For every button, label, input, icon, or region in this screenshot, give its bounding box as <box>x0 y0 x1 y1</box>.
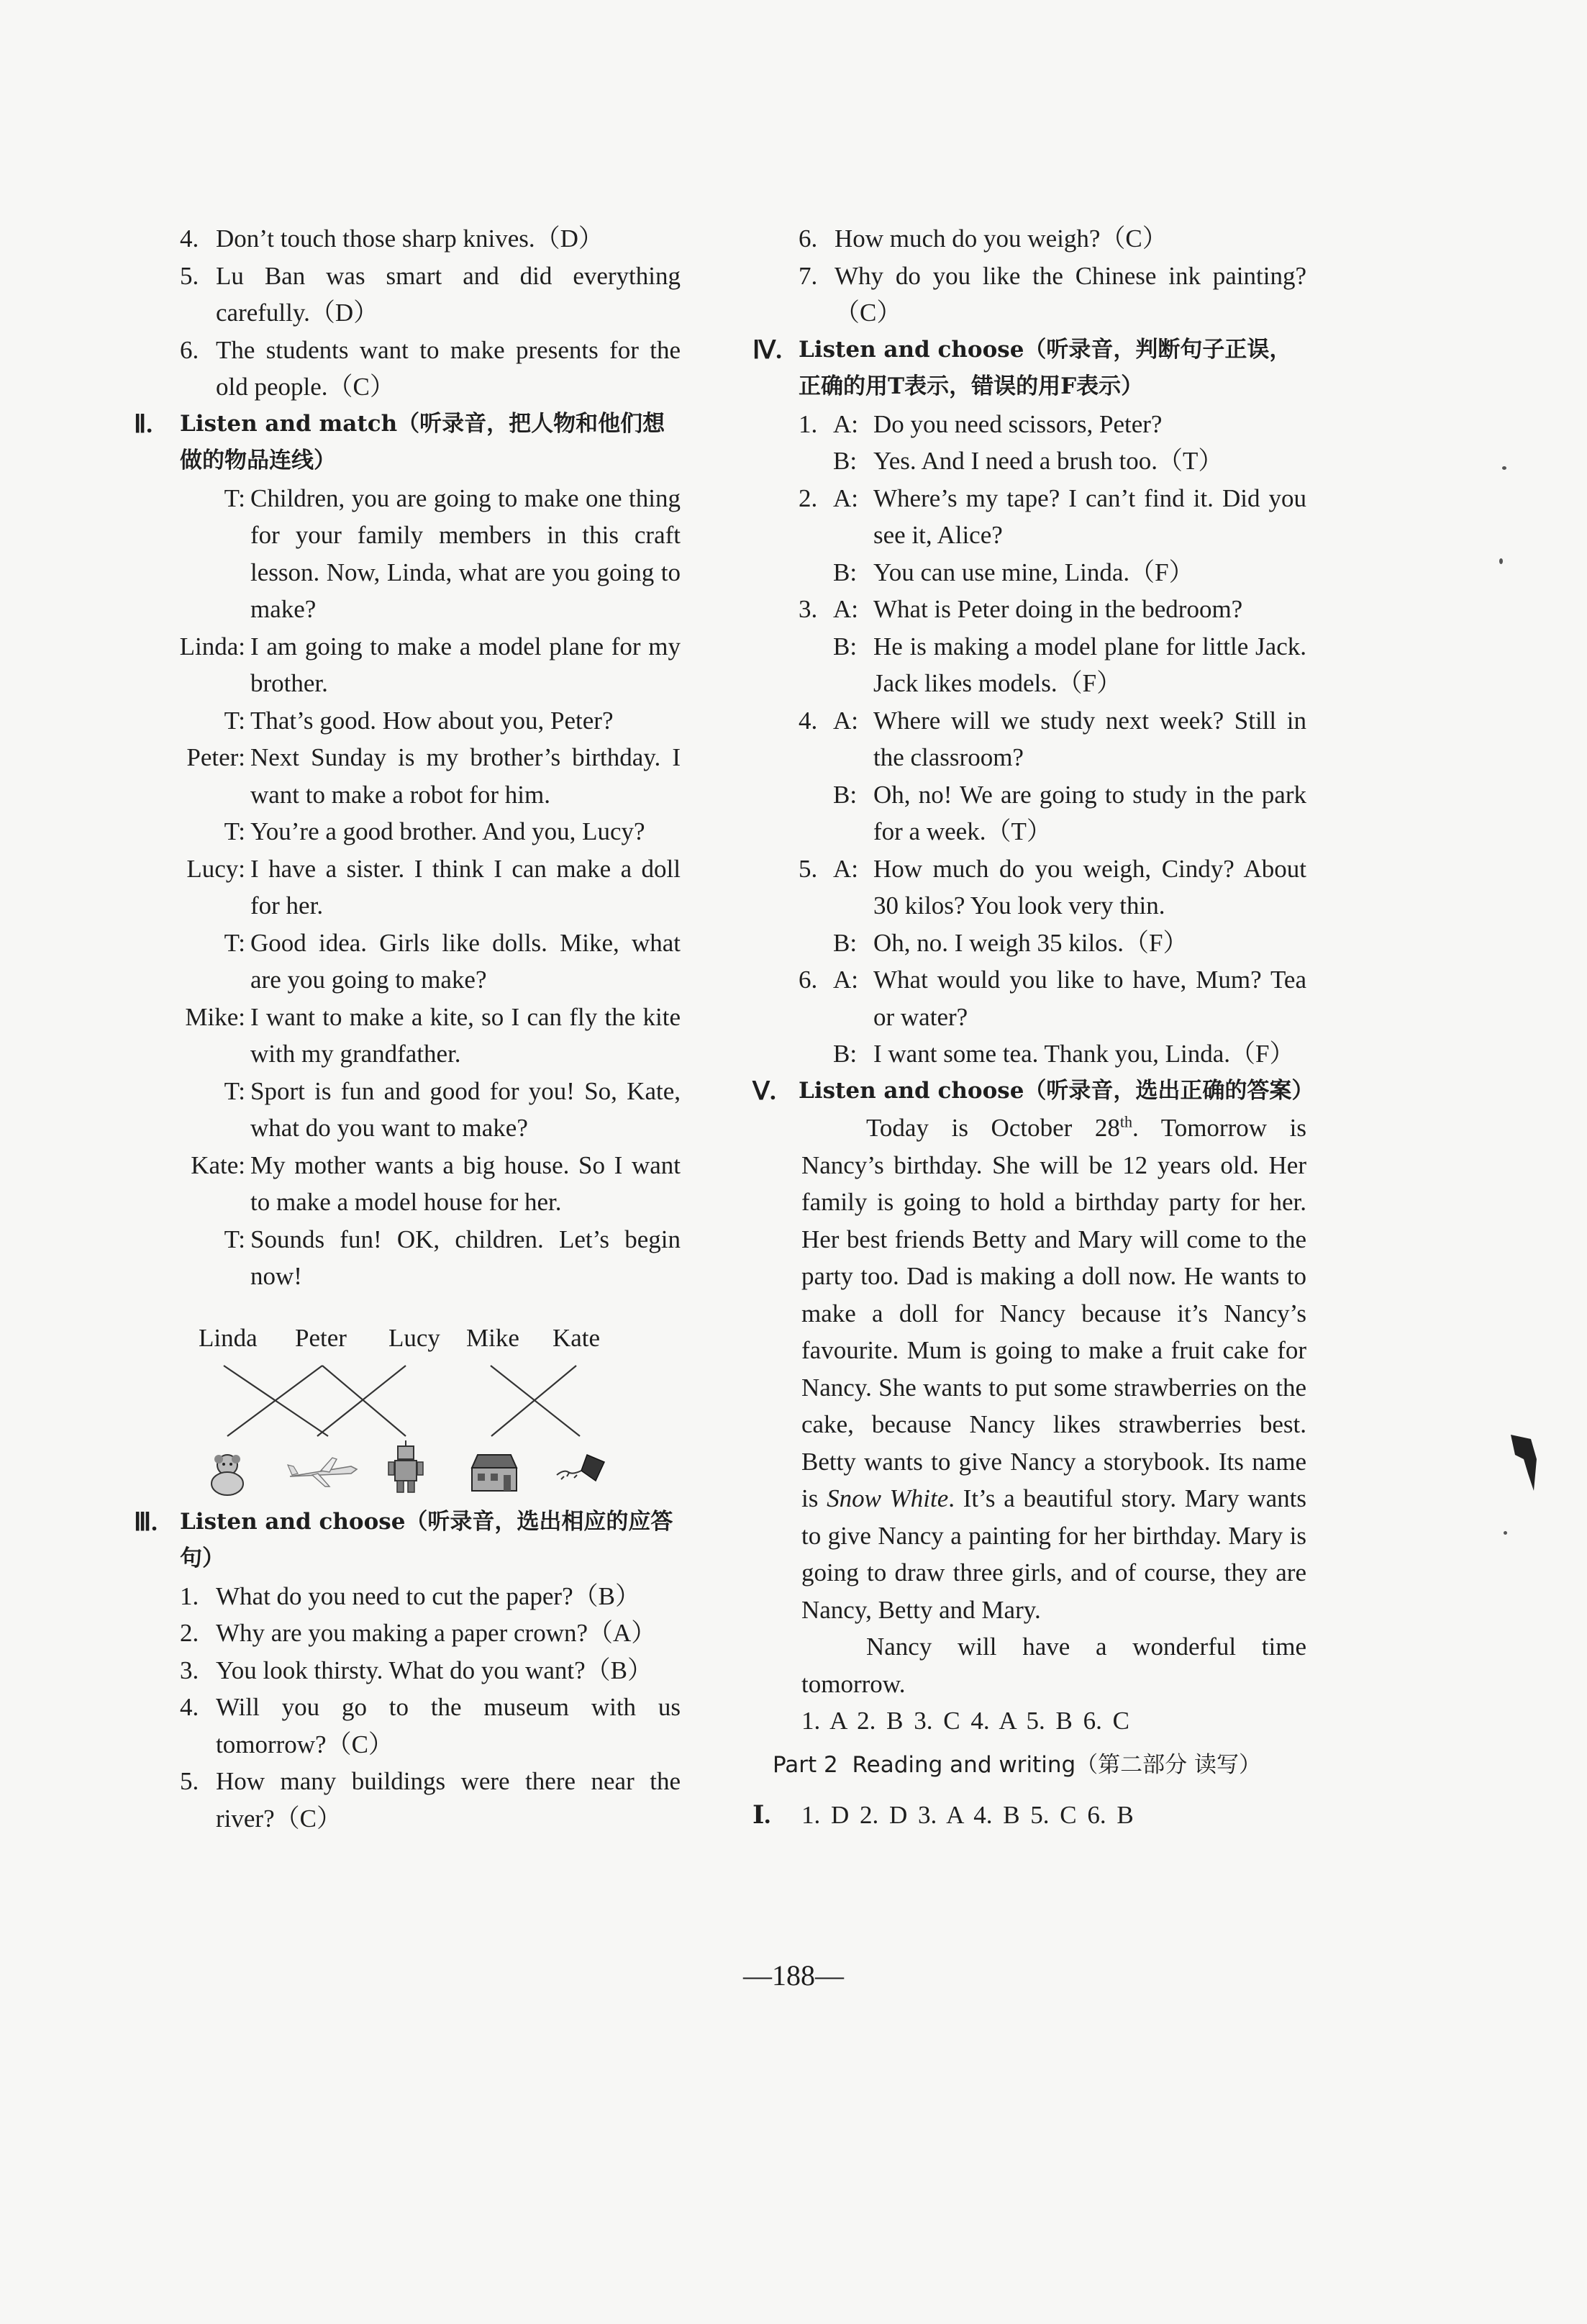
dialogue-line: T: Sport is fun and good for you! So, Kate, what do you want to make? <box>224 1076 681 1142</box>
dialogue-line: Linda: I am going to make a model plane for my brother. <box>179 632 681 697</box>
list-item: 7. Why do you like the Chinese ink painting?（C） <box>799 261 1306 327</box>
plane-icon <box>288 1458 357 1486</box>
section-heading: Ⅱ. Listen and match（听录音，把人物和他们想做的物品连线） <box>134 409 665 473</box>
dialogue-line: T: Sounds fun! OK, children. Let’s begin now! <box>224 1225 681 1290</box>
book-title: Snow White <box>827 1484 949 1512</box>
dialogue-line: Kate: My mother wants a big house. So I want to make a model house for her. <box>191 1150 681 1216</box>
qa-item: 2. A: Where’s my tape? I can’t find it. Did you see it, Alice? B: You can use mine, Linda.（F） <box>799 484 1306 586</box>
qa-item: 1. A: Do you need scissors, Peter? B: Yes. And I need a brush too.（T） <box>799 409 1224 475</box>
scan-speck <box>1502 466 1506 470</box>
dialogue-line: T: Children, you are going to make one thing for your family members in this craft lesson. Now, Linda, what are you going to make? <box>224 484 681 623</box>
scan-speck <box>1504 1531 1507 1535</box>
house-icon <box>472 1455 517 1491</box>
answer-line: Ⅰ. 1. D 2. D 3. A 4. B 5. C 6. B <box>752 1801 1134 1829</box>
list-item: 6. How much do you weigh?（C） <box>799 224 1168 253</box>
dialogue-line: T: You’re a good brother. And you, Lucy? <box>224 817 645 845</box>
passage-paragraph: Today is October 28th. Tomorrow is Nancy’s birthday. She will be 12 years old. Her family is going to hold a birthday party for her. Her best friends Betty and Mary will come to the party too. Dad is making a doll now. He wants to make a doll for Nancy because it’s Nancy’s favourite. Mum is going to make a fruit cake for Nancy. She wants to put some strawberries on the cake, because Nancy likes strawberries best. Betty wants to give Nancy a storybook. Its name is Snow White. It’s a beautiful story. Mary wants to give Nancy a painting for her birthday. Mary is going to draw three girls, and of course, they are Nancy, Betty and Mary. <box>801 1112 1306 1624</box>
qa-item: 6. A: What would you like to have, Mum? Tea or water? B: I want some tea. Thank you, Linda.（F） <box>799 966 1306 1068</box>
left-column <box>134 220 681 1837</box>
qa-item: 4. A: Where will we study next week? Still in the classroom? B: Oh, no! We are going to study in the park for a week.（T） <box>799 706 1306 845</box>
match-name-linda: Linda <box>199 1323 258 1352</box>
match-name-lucy: Lucy <box>388 1323 440 1352</box>
dialogue-line: Peter: Next Sunday is my brother’s birthday. I want to make a robot for him. <box>186 743 681 809</box>
scan-speck <box>1499 558 1503 564</box>
matching-diagram <box>134 1295 681 1504</box>
list-item: 4. Don’t touch those sharp knives.（D） <box>180 224 604 253</box>
passage-paragraph: Nancy will have a wonderful time <box>866 1633 1306 1661</box>
dialogue-line: Lucy: I have a sister. I think I can make a doll for her. <box>186 854 681 920</box>
qa-item: 5. A: How much do you weigh, Cindy? About 30 kilos? You look very thin. B: Oh, no. I weigh 35 kilos.（F） <box>799 854 1306 957</box>
match-name-peter: Peter <box>295 1323 347 1352</box>
part-heading: Part 2 Reading and writing（第二部分 读写） <box>773 1751 1262 1778</box>
dialogue-line: T: That’s good. How about you, Peter? <box>224 706 614 735</box>
dialogue-line: T: Good idea. Girls like dolls. Mike, what are you going to make? <box>224 928 681 994</box>
page-number: —188— <box>743 1959 844 1992</box>
doll-icon <box>212 1455 243 1495</box>
list-item: 6. The students want to make presents for the old people.（C） <box>180 335 681 401</box>
scan-mark <box>1506 1430 1550 1495</box>
match-name-kate: Kate <box>553 1323 601 1352</box>
list-item: 3. You look thirsty. What do you want?（B） <box>180 1656 652 1684</box>
list-item: 4. Will you go to the museum with us tomorrow?（C） <box>180 1693 681 1758</box>
list-item: 1. What do you need to cut the paper?（B） <box>180 1581 640 1610</box>
section-heading: Ⅳ. Listen and choose（听录音，判断句子正误，正确的用T表示，错误的用F表示） <box>752 335 1292 399</box>
dialogue-line: Mike: I want to make a kite, so I can fly the kite with my grandfather. <box>185 1002 681 1068</box>
list-item: 5. How many buildings were there near the river?（C） <box>180 1767 681 1833</box>
list-item: 5. Lu Ban was smart and did everything carefully.（D） <box>180 261 681 327</box>
passage-paragraph-tail: tomorrow. <box>801 1669 906 1698</box>
section-heading: Ⅴ. Listen and choose（听录音，选出正确的答案） <box>752 1076 1314 1105</box>
match-line-peter-doll <box>227 1366 322 1436</box>
kite-icon <box>557 1455 604 1481</box>
match-name-mike: Mike <box>466 1323 519 1352</box>
right-column <box>752 220 1314 1834</box>
section-heading: Ⅲ. Listen and choose（听录音，选出相应的应答句） <box>134 1507 673 1571</box>
answer-line: 1. A 2. B 3. C 4. A 5. B 6. C <box>801 1707 1129 1735</box>
qa-item: 3. A: What is Peter doing in the bedroom? B: He is making a model plane for little Jack. Jack likes models.（F） <box>799 595 1306 697</box>
match-lines <box>134 1295 681 1504</box>
robot-icon <box>388 1440 423 1492</box>
list-item: 2. Why are you making a paper crown?（A） <box>180 1619 657 1647</box>
